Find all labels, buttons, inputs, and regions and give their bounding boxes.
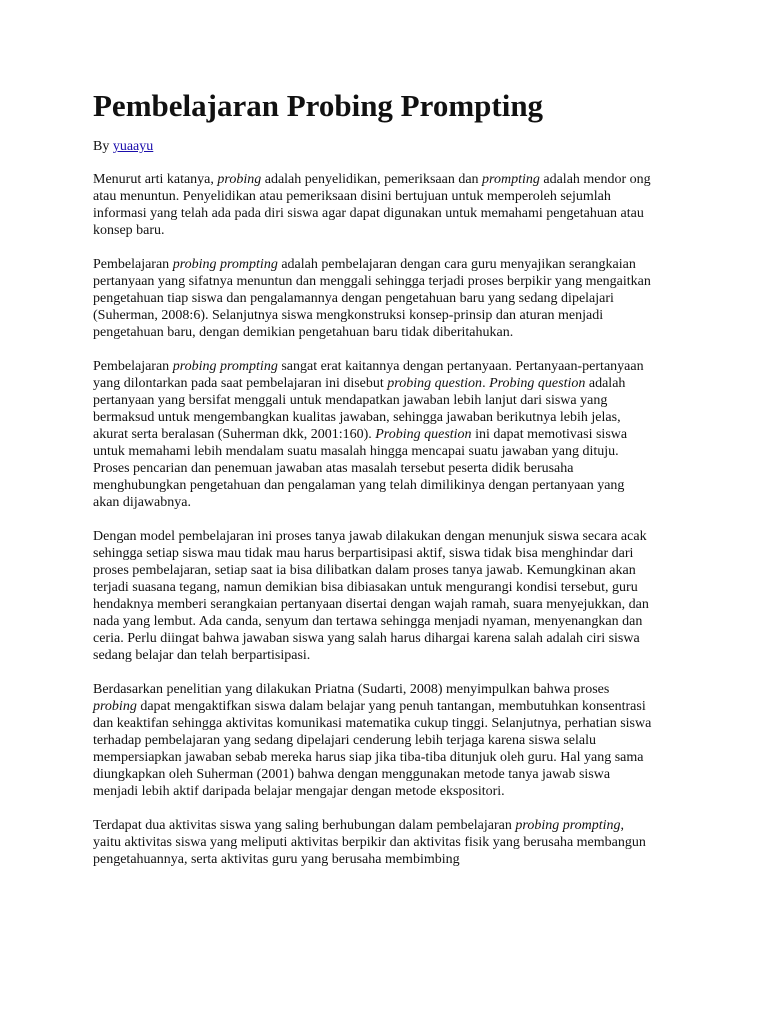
- italic-term: probing prompting: [172, 359, 278, 374]
- italic-term: probing: [217, 172, 262, 187]
- text-run: , yaitu aktivitas siswa yang meliputi aktivitas berpikir dan aktivitas fisik yang berusaha membangun pengetahuannya, serta aktivitas guru yang berusaha membimbing: [93, 818, 646, 867]
- text-run: .: [482, 376, 490, 391]
- paragraph-4: [93, 528, 653, 664]
- text-run: adalah pembelajaran dengan cara guru menyajikan serangkaian pertanyaan yang sifatnya menuntun dan menggali sehingga terjadi proses berpikir yang mengaitkan pengetahuan tiap siswa dan pengalamannya dengan pengetahuan baru yang sedang dipelajari (Suherman, 2008:6). Selanjutnya siswa mengkonstruksi konsep-prinsip dan aturan menjadi pengetahuan baru, dengan demikian pengetahuan baru tidak diberitahukan.: [93, 257, 651, 340]
- text-run: Pembelajaran: [93, 257, 173, 272]
- paragraph-2: [93, 256, 653, 341]
- italic-term: probing: [93, 699, 137, 714]
- text-run: dapat mengaktifkan siswa dalam belajar yang penuh tantangan, membutuhkan konsentrasi dan keaktifan sehingga aktivitas komunikasi matematika cukup tinggi. Selanjutnya, perhatian siswa terhadap pembelajaran yang sedang dipelajari cenderung lebih terjaga karena siswa selalu mempersiapkan jawaban sebab mereka harus siap jika tiba-tiba ditunjuk oleh guru. Hal yang sama diungkapkan oleh Suherman (2001) bahwa dengan menggunakan metode tanya jawab siswa menjadi lebih aktif daripada belajar mengajar dengan metode ekspositori.: [93, 699, 652, 799]
- byline-prefix: By: [93, 139, 113, 154]
- text-run: ini dapat memotivasi siswa untuk memahami lebih mendalam suatu masalah hingga mencapai suatu jawaban yang dituju. Proses pencarian dan penemuan jawaban atas masalah tersebut peserta didik berusaha menghubungkan pengetahuan dan pengalaman yang telah dimilikinya dengan pertanyaan yang akan dijawabnya.: [93, 427, 628, 510]
- italic-term: prompting: [482, 172, 540, 187]
- document-page: [93, 86, 653, 885]
- text-run: Pembelajaran: [93, 359, 173, 374]
- text-run: Menurut arti katanya,: [93, 172, 218, 187]
- paragraph-5: [93, 681, 653, 800]
- text-run: Berdasarkan penelitian yang dilakukan Priatna (Sudarti, 2008) menyimpulkan bahwa proses: [93, 682, 610, 697]
- text-run: sangat erat kaitannya dengan pertanyaan. Pertanyaan-pertanyaan yang dilontarkan pada saat pembelajaran ini disebut: [93, 359, 644, 391]
- text-run: adalah pertanyaan yang bersifat menggali untuk mendapatkan jawaban lebih lanjut dari siswa yang bermaksud untuk mengembangkan kualitas jawaban, sehingga jawaban berikutnya lebih jelas, akurat serta beralasan (Suherman dkk, 2001:160).: [93, 376, 626, 442]
- byline: [93, 138, 653, 155]
- article-body: [93, 171, 653, 868]
- text-run: Terdapat dua aktivitas siswa yang saling berhubungan dalam pembelajaran: [93, 818, 516, 833]
- paragraph-1: [93, 171, 653, 239]
- text-run: adalah mendor ong atau menuntun. Penyelidikan atau pemeriksaan disini bertujuan untuk memperoleh sejumlah informasi yang telah ada pada diri siswa agar dapat digunakan untuk memahami pengetahuan atau konsep baru.: [93, 172, 651, 238]
- italic-term: Probing question: [375, 427, 472, 442]
- document-title: Pembelajaran Probing Prompting: [93, 88, 544, 123]
- italic-term: probing prompting: [172, 257, 278, 272]
- text-run: adalah penyelidikan, pemeriksaan dan: [261, 172, 483, 187]
- paragraph-6: [93, 817, 653, 868]
- italic-term: probing prompting: [515, 818, 621, 833]
- italic-term: probing question: [387, 376, 483, 391]
- author-link[interactable]: yuaayu: [112, 139, 154, 154]
- paragraph-3: [93, 358, 653, 511]
- text-run: Dengan model pembelajaran ini proses tanya jawab dilakukan dengan menunjuk siswa secara acak sehingga setiap siswa mau tidak mau harus berpartisipasi aktif, siswa tidak bisa menghindar dari proses pembelajaran, setiap saat ia bisa dilibatkan dalam proses tanya jawab. Kemungkinan akan terjadi suasana tegang, namun demikian bisa dibiasakan untuk mengurangi kondisi tersebut, guru hendaknya memberi serangkaian pertanyaan disertai dengan wajah ramah, suara menyejukkan, dan nada yang lembut. Ada canda, senyum dan tertawa sehingga menjadi nyaman, menyenangkan dan ceria. Perlu diingat bahwa jawaban siswa yang salah harus dihargai karena salah adalah ciri siswa sedang belajar dan telah berpartisipasi.: [93, 529, 649, 663]
- italic-term: Probing question: [489, 376, 586, 391]
